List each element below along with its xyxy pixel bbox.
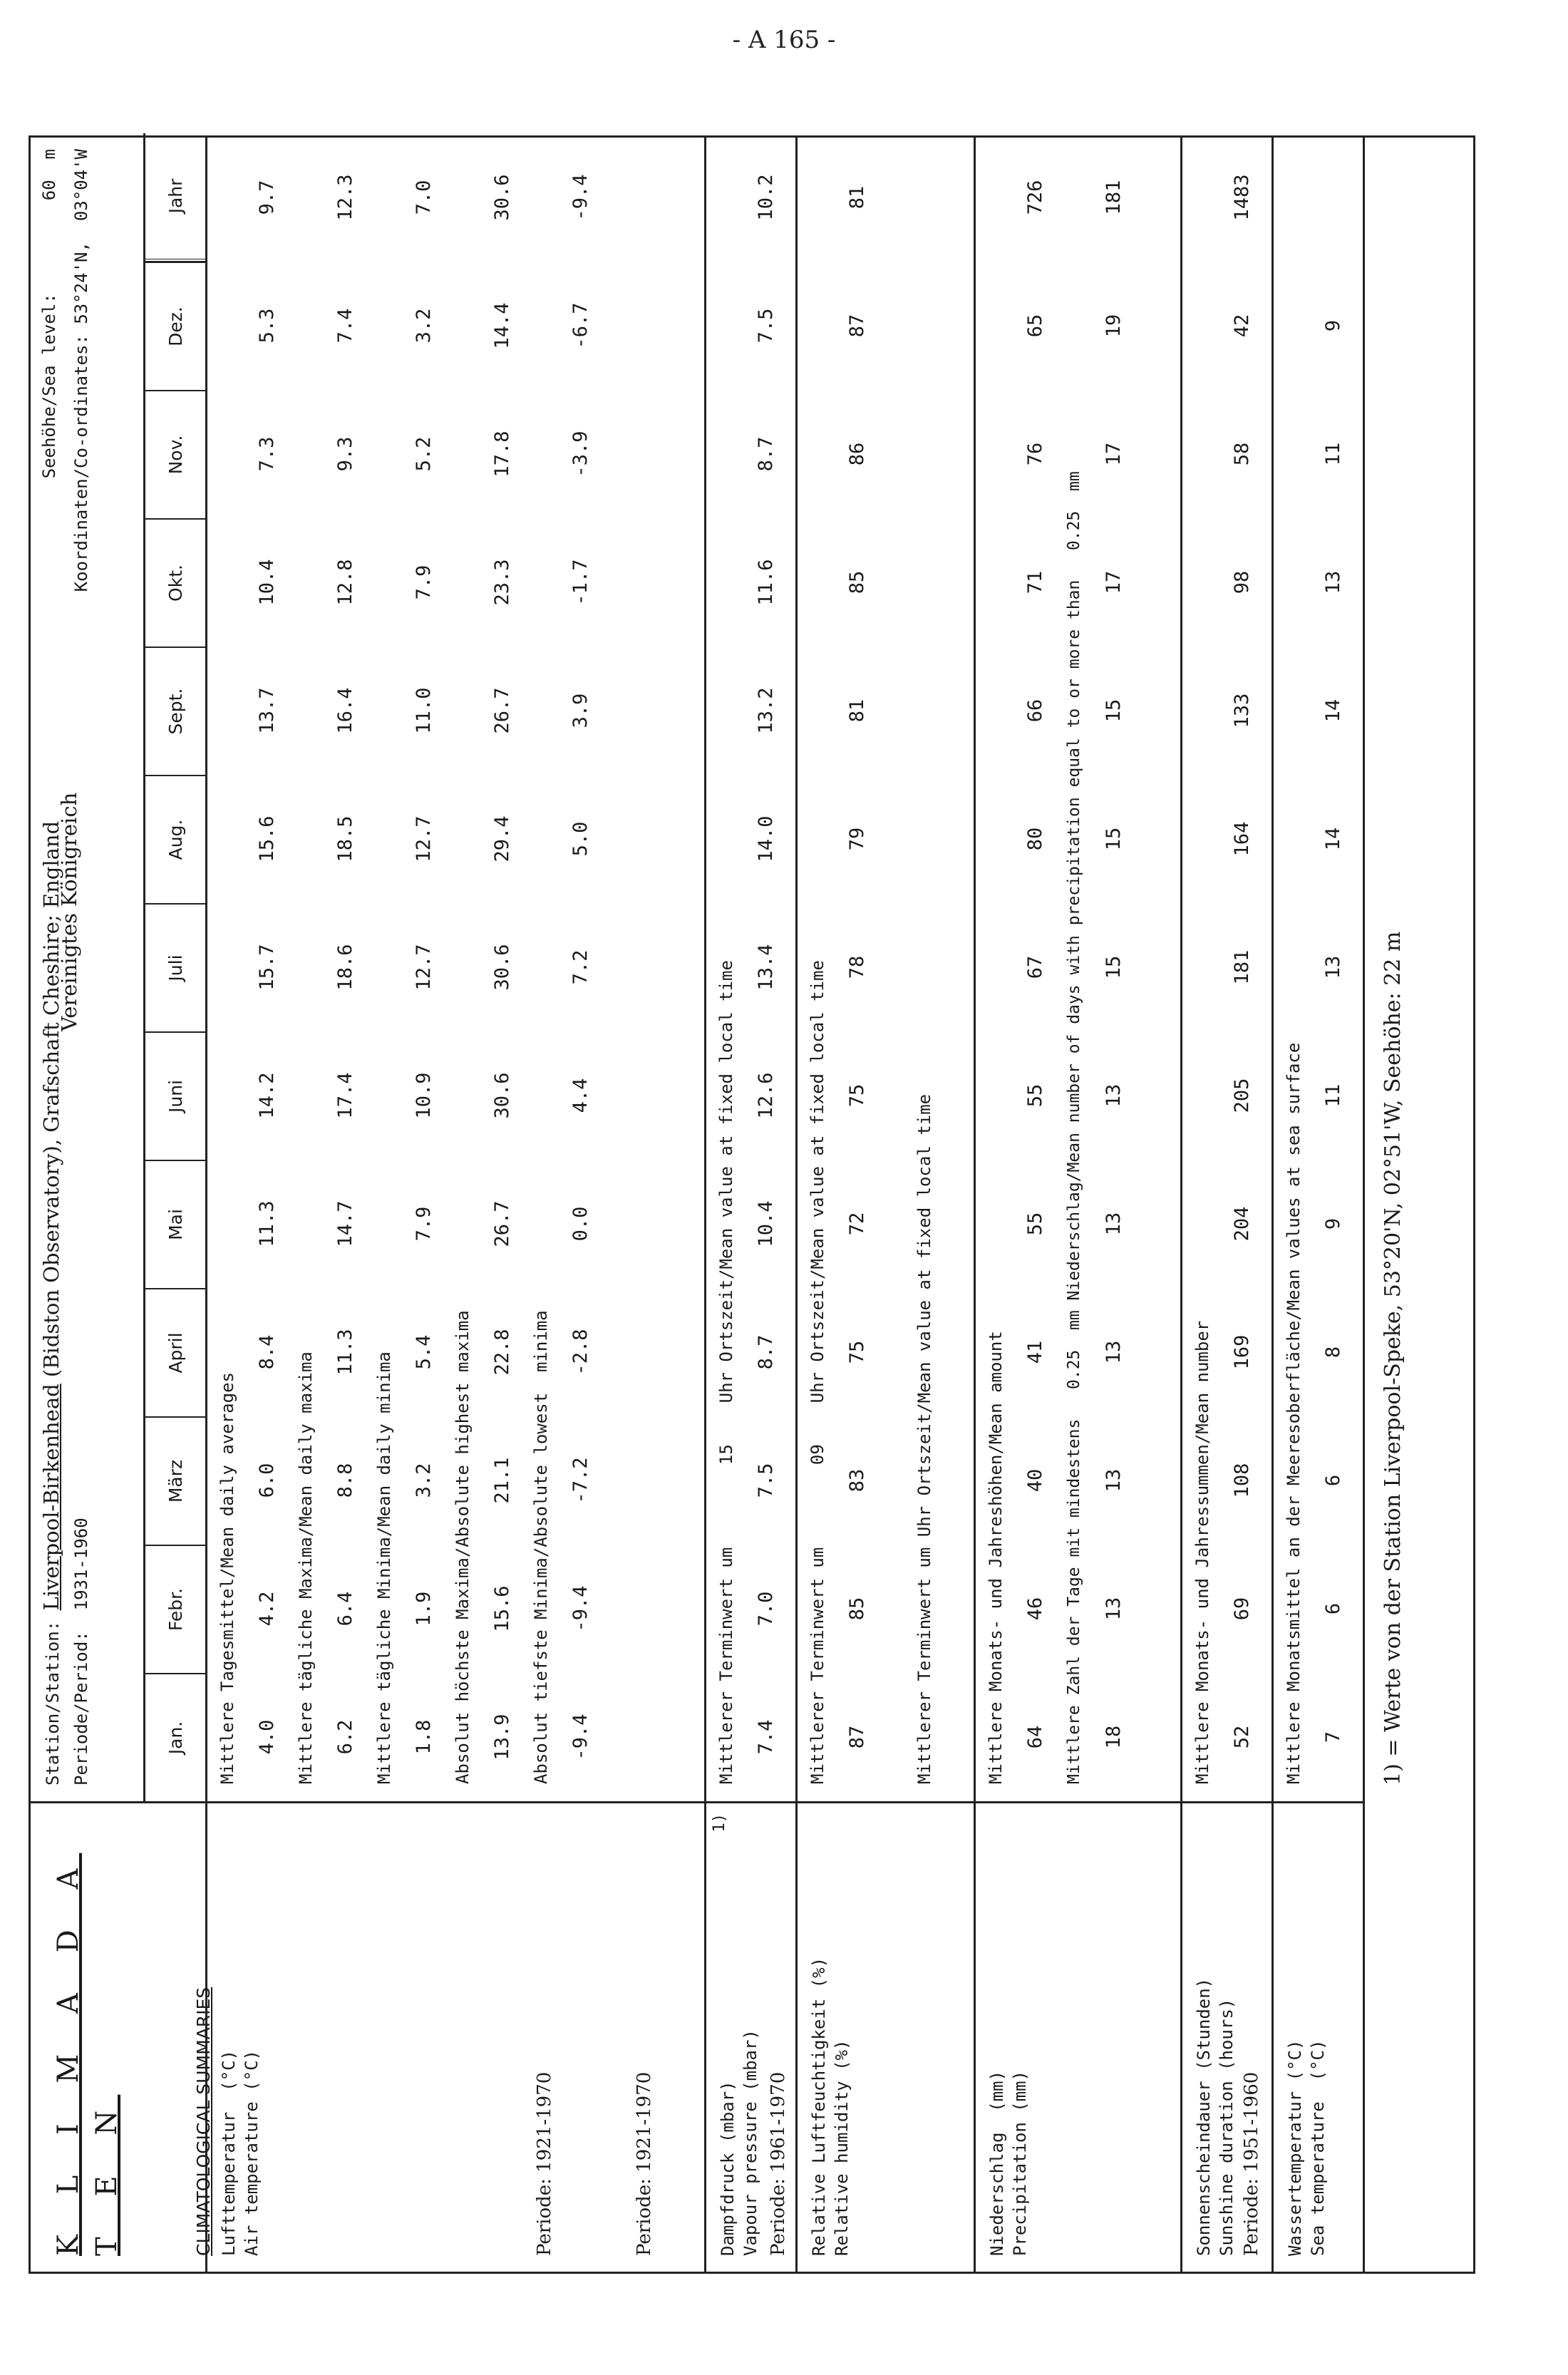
table-cell: -7.2: [569, 1457, 592, 1504]
table-cell: 11.0: [412, 687, 435, 734]
label-de: Dampfdruck (mbar): [718, 2081, 738, 2256]
table-cell: 85: [845, 570, 868, 594]
sea-level: Seehöhe/Sea level: 60 m: [39, 149, 59, 479]
table-cell: 75: [845, 1083, 868, 1108]
table-cell: 181: [1102, 180, 1125, 215]
table-cell: 12.3: [334, 174, 356, 221]
table-cell: 22.8: [490, 1329, 513, 1376]
table-cell: 5.2: [412, 436, 435, 472]
month-header: Aug.: [145, 775, 205, 903]
table-cell: 75: [845, 1340, 868, 1364]
table-cell: 71: [1023, 570, 1046, 594]
row-caption: Absolut höchste Maxima/Absolute highest maxima: [453, 1310, 473, 1784]
table-cell: 58: [1230, 442, 1253, 466]
label-de: Sonnenscheindauer (Stunden): [1194, 1977, 1214, 2256]
table-cell: 7: [1321, 1731, 1344, 1743]
table-cell: 17.8: [490, 431, 513, 478]
table-cell: 7.0: [412, 180, 435, 215]
month-header: April: [145, 1288, 205, 1416]
table-cell: 13: [1102, 1212, 1125, 1236]
table-cell: 13.9: [490, 1714, 513, 1761]
table-cell: -9.4: [569, 1714, 592, 1761]
table-cell: 40: [1023, 1468, 1046, 1493]
period: Periode/Period: 1931-1960: [71, 1518, 91, 1786]
page-title: K L I M A D A T E N: [52, 1853, 123, 2256]
table-cell: 3.9: [569, 693, 592, 728]
month-header: März: [145, 1416, 205, 1545]
month-header: Mai: [145, 1160, 205, 1288]
table-cell: 10.4: [754, 1200, 777, 1247]
table-cell: 5.4: [412, 1334, 435, 1370]
table-row: [555, 133, 605, 1801]
table-row: [477, 133, 527, 1801]
table-row: [242, 133, 292, 1801]
precipitation-section: [974, 138, 1180, 2272]
table-cell: 14: [1321, 699, 1344, 723]
table-cell: 1.9: [412, 1591, 435, 1627]
table-cell: 4.4: [569, 1078, 592, 1113]
table-cell: -2.8: [569, 1329, 592, 1376]
table-cell: 46: [1023, 1597, 1046, 1621]
period-label: Periode: 1951-1960: [1241, 2071, 1262, 2256]
label-en: Sunshine duration (hours): [1217, 1998, 1237, 2256]
table-cell: 18: [1102, 1725, 1125, 1749]
table-cell: 7.4: [334, 308, 356, 344]
table-cell: 3.2: [412, 1463, 435, 1498]
month-header: Okt.: [145, 518, 205, 646]
table-cell: 13: [1321, 955, 1344, 979]
table-cell: -9.4: [569, 174, 592, 221]
section-body: [207, 133, 704, 1801]
table-cell: 4.2: [255, 1591, 278, 1627]
label-de: Lufttemperatur (°C): [219, 2050, 239, 2256]
vapour-pressure-section: [704, 138, 795, 2272]
table-cell: 14.2: [255, 1072, 278, 1119]
month-header: Nov.: [145, 390, 205, 518]
table-cell: 108: [1230, 1463, 1253, 1498]
footnote-mark: 1): [711, 1813, 728, 1833]
month-header-row: [143, 133, 205, 1801]
label-de: Wassertemperatur (°C): [1285, 2039, 1305, 2256]
table-cell: 11.6: [754, 559, 777, 606]
table-cell: 14.7: [334, 1200, 356, 1247]
table-cell: 55: [1023, 1212, 1046, 1236]
table-cell: 80: [1023, 827, 1046, 851]
climate-table: [29, 135, 1475, 2274]
table-cell: 13: [1102, 1340, 1125, 1364]
table-cell: 76: [1023, 442, 1046, 466]
section-label: [976, 1801, 1180, 2272]
table-row: [832, 133, 882, 1801]
table-cell: 12.6: [754, 1072, 777, 1119]
table-cell: 6: [1321, 1602, 1344, 1615]
row-caption: Mittlere Monatsmittel an der Meeresoberfläche/Mean values at sea surface: [1284, 1042, 1304, 1784]
table-cell: 14: [1321, 827, 1344, 851]
table-row: [320, 133, 370, 1801]
table-cell: 6.2: [334, 1719, 356, 1755]
table-cell: 9: [1321, 1217, 1344, 1230]
label-de: Relative Luftfeuchtigkeit (%): [809, 1957, 829, 2256]
table-row: [398, 133, 448, 1801]
table-cell: 13: [1102, 1083, 1125, 1108]
station-name: Liverpool-Birkenhead: [39, 1384, 63, 1611]
table-cell: 5.0: [569, 821, 592, 857]
section-label: [706, 1801, 795, 2272]
section-body: [1182, 133, 1272, 1801]
row-caption: Mittlere Monats- und Jahressummen/Mean number: [1192, 1320, 1212, 1784]
table-cell: 8.8: [334, 1463, 356, 1498]
table-cell: 17: [1102, 442, 1125, 466]
table-cell: 85: [845, 1597, 868, 1621]
table-cell: 10.4: [255, 559, 278, 606]
table-cell: 30.6: [490, 174, 513, 221]
table-cell: 0.0: [569, 1206, 592, 1242]
table-cell: 87: [845, 1725, 868, 1749]
coordinates: Koordinaten/Co-ordinates: 53°24'N, 03°04'W: [71, 149, 91, 592]
table-cell: 16.4: [334, 687, 356, 734]
table-cell: 7.4: [754, 1719, 777, 1755]
table-cell: 133: [1230, 693, 1253, 728]
section-body: [706, 133, 795, 1801]
table-cell: 12.7: [412, 815, 435, 862]
table-cell: 13: [1102, 1468, 1125, 1493]
table-cell: 18.5: [334, 815, 356, 862]
station-name-rest: (Bidston Observatory), Grafschaft Cheshire; England: [39, 820, 63, 1378]
table-row: [741, 133, 790, 1801]
month-header: Juni: [145, 1031, 205, 1160]
table-cell: 181: [1230, 949, 1253, 985]
table-cell: 11: [1321, 1083, 1344, 1108]
table-cell: -1.7: [569, 559, 592, 606]
air-temperature-section: [205, 138, 704, 2272]
row-caption: Mittlerer Terminwert um 09 Uhr Ortszeit/Mean value at fixed local time: [808, 960, 827, 1784]
table-cell: -6.7: [569, 302, 592, 349]
row-caption: Mittlere tägliche Maxima/Mean daily maxima: [296, 1351, 316, 1784]
table-cell: 52: [1230, 1725, 1253, 1749]
table-cell: 11: [1321, 442, 1344, 466]
table-cell: 15: [1102, 955, 1125, 979]
table-cell: 726: [1023, 180, 1046, 215]
section-label: [798, 1801, 974, 2272]
table-cell: 8.7: [754, 436, 777, 472]
label-de: Niederschlag (mm): [987, 2070, 1007, 2256]
table-cell: 81: [845, 185, 868, 210]
table-cell: 81: [845, 699, 868, 723]
table-cell: 1483: [1230, 174, 1253, 221]
table-row: [1217, 133, 1267, 1801]
table-header: [31, 138, 214, 2272]
row-caption: Absolut tiefste Minima/Absolute lowest minima: [531, 1310, 551, 1784]
table-cell: 26.7: [490, 687, 513, 734]
table-cell: 9.3: [334, 436, 356, 472]
section-label: [207, 1801, 704, 2272]
table-cell: 87: [845, 314, 868, 338]
month-header: Juli: [145, 903, 205, 1031]
table-cell: 164: [1230, 821, 1253, 857]
table-cell: 65: [1023, 314, 1046, 338]
table-cell: 7.3: [255, 436, 278, 472]
table-cell: 30.6: [490, 1072, 513, 1119]
table-cell: 17.4: [334, 1072, 356, 1119]
table-cell: 17: [1102, 570, 1125, 594]
table-cell: 15: [1102, 827, 1125, 851]
sea-temperature-section: [1272, 138, 1363, 2272]
label-en: Vapour pressure (mbar): [741, 2029, 761, 2256]
table-cell: 69: [1230, 1597, 1253, 1621]
period-label: Periode: 1921-1970: [534, 2071, 555, 2256]
month-header: Jahr: [145, 133, 205, 262]
table-cell: 8: [1321, 1346, 1344, 1359]
month-header: Dez.: [145, 262, 205, 390]
table-cell: 83: [845, 1468, 868, 1493]
row-caption: Mittlerer Terminwert um 15 Uhr Ortszeit/Mean value at fixed local time: [716, 960, 736, 1784]
table-cell: 66: [1023, 699, 1046, 723]
table-cell: 67: [1023, 955, 1046, 979]
table-cell: 64: [1023, 1725, 1046, 1749]
table-cell: 18.6: [334, 944, 356, 991]
row-caption: Mittlere Tagesmittel/Mean daily averages: [217, 1372, 237, 1784]
month-header: Jan.: [145, 1673, 205, 1801]
table-cell: 6.4: [334, 1591, 356, 1627]
table-cell: 11.3: [255, 1200, 278, 1247]
row-caption: Mittlerer Terminwert um Uhr Ortszeit/Mean value at fixed local time: [914, 1093, 934, 1784]
table-cell: 3.2: [412, 308, 435, 344]
section-label: [1274, 1801, 1363, 2272]
table-cell: 13: [1321, 570, 1344, 594]
table-cell: 12.7: [412, 944, 435, 991]
table-cell: 23.3: [490, 559, 513, 606]
table-cell: 11.3: [334, 1329, 356, 1376]
table-cell: 41: [1023, 1340, 1046, 1364]
table-cell: 72: [845, 1212, 868, 1236]
table-cell: 7.5: [754, 308, 777, 344]
table-cell: 21.1: [490, 1457, 513, 1504]
page-number: - A 165 -: [732, 26, 836, 54]
table-cell: 26.7: [490, 1200, 513, 1247]
section-body: [976, 133, 1180, 1801]
month-header: Febr.: [145, 1545, 205, 1673]
table-row: [1010, 133, 1060, 1801]
table-cell: 78: [845, 955, 868, 979]
table-cell: -3.9: [569, 431, 592, 478]
period-label: Periode: 1961-1970: [768, 2071, 789, 2256]
station-info: [31, 133, 205, 1801]
label-en: Precipitation (mm): [1010, 2070, 1031, 2256]
table-cell: 10.9: [412, 1072, 435, 1119]
table-cell: 42: [1230, 314, 1253, 338]
table-cell: 169: [1230, 1334, 1253, 1370]
label-en: Sea temperature (°C): [1308, 2039, 1329, 2256]
table-cell: 13.2: [754, 687, 777, 734]
table-cell: 5.3: [255, 308, 278, 344]
table-cell: 12.8: [334, 559, 356, 606]
table-cell: 9: [1321, 319, 1344, 332]
table-cell: 8.4: [255, 1334, 278, 1370]
table-cell: 7.9: [412, 1206, 435, 1242]
station-label: Station/Station:: [43, 1620, 63, 1786]
table-cell: 6.0: [255, 1463, 278, 1498]
table-cell: 7.0: [754, 1591, 777, 1627]
period-label: Periode: 1921-1970: [634, 2071, 655, 2256]
table-cell: 14.4: [490, 302, 513, 349]
label-en: Relative humidity (%): [832, 2039, 852, 2256]
table-cell: 1.8: [412, 1719, 435, 1755]
country: Vereinigtes Königreich: [57, 792, 81, 1031]
table-cell: 15: [1102, 699, 1125, 723]
table-cell: 10.2: [754, 174, 777, 221]
table-cell: 15.7: [255, 944, 278, 991]
table-cell: 13: [1102, 1597, 1125, 1621]
table-cell: 13.4: [754, 944, 777, 991]
table-cell: 8.7: [754, 1334, 777, 1370]
footnote: 1) = Werte von der Station Liverpool-Speke, 53°20'N, 02°51'W, Seehöhe: 22 m: [1381, 931, 1405, 1786]
row-caption: Mittlere tägliche Minima/Mean daily minima: [374, 1351, 394, 1784]
table-cell: 55: [1023, 1083, 1046, 1108]
table-cell: 9.7: [255, 180, 278, 215]
table-cell: 7.9: [412, 565, 435, 600]
label-en: Air temperature (°C): [242, 2050, 262, 2256]
table-cell: 19: [1102, 314, 1125, 338]
table-cell: -9.4: [569, 1585, 592, 1632]
row-caption: Mittlere Zahl der Tage mit mindestens 0.25 mm Niederschlag/Mean number of days with precipitation equal to or more than 0.25 mm: [1065, 471, 1083, 1784]
month-header: Sept.: [145, 646, 205, 775]
table-cell: 29.4: [490, 815, 513, 862]
table-cell: 15.6: [255, 815, 278, 862]
table-cell: 98: [1230, 570, 1253, 594]
table-cell: 7.5: [754, 1463, 777, 1498]
humidity-section: [795, 138, 974, 2272]
table-cell: 79: [845, 827, 868, 851]
section-body: [798, 133, 974, 1801]
section-label: [1182, 1801, 1272, 2272]
table-cell: 13.7: [255, 687, 278, 734]
page-subtitle: CLIMATOLOGICAL SUMMARIES: [193, 1987, 214, 2256]
sunshine-section: [1180, 138, 1272, 2272]
table-cell: 204: [1230, 1206, 1253, 1242]
table-cell: 205: [1230, 1078, 1253, 1113]
table-cell: 6: [1321, 1474, 1344, 1487]
table-cell: 14.0: [754, 815, 777, 862]
footnote-area: [1363, 138, 1473, 2272]
table-row: [1088, 133, 1138, 1801]
table-cell: 15.6: [490, 1585, 513, 1632]
table-cell: 30.6: [490, 944, 513, 991]
table-cell: 86: [845, 442, 868, 466]
table-cell: 4.0: [255, 1719, 278, 1755]
title-cell: [31, 1801, 214, 2272]
table-row: [1308, 133, 1358, 1801]
section-body: [1274, 133, 1363, 1801]
table-cell: 7.2: [569, 949, 592, 985]
row-caption: Mittlere Monats- und Jahreshöhen/Mean amount: [986, 1331, 1006, 1784]
